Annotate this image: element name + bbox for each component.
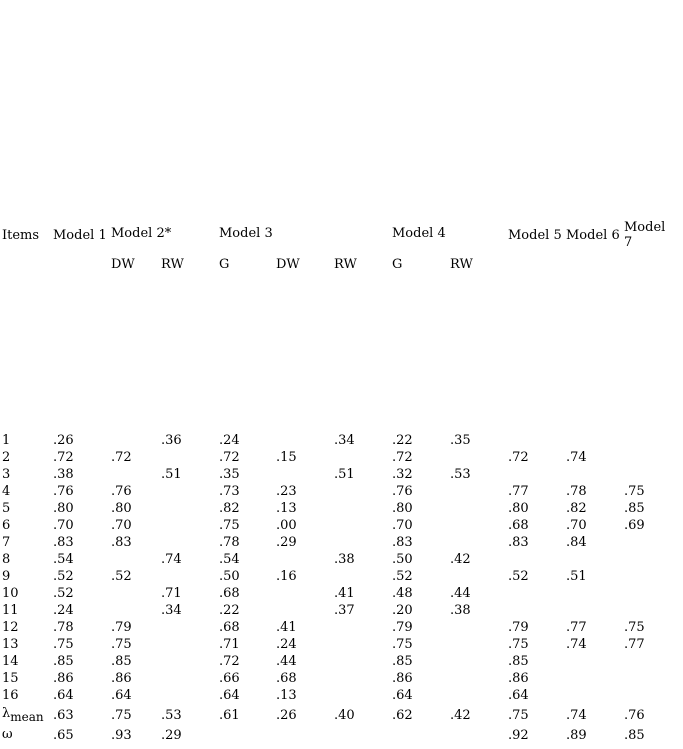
cell-m2rw: .34 [161,603,182,618]
cell-m3rw: .41 [334,586,355,601]
subheader-m3-g: G [219,257,230,272]
cell-m3g: .68 [219,620,240,635]
cell-m3dw: .13 [276,688,297,703]
cell-m3g: .72 [219,450,240,465]
subheader-m4-rw: RW [450,257,473,272]
row-item-label: 12 [2,620,19,635]
cell-m3dw: .16 [276,569,297,584]
cell-m1: .72 [53,450,74,465]
cell-m4rw: .44 [450,586,471,601]
cell-m4rw: .42 [450,552,471,567]
cell-m6: .51 [566,569,587,584]
cell-m6: .78 [566,484,587,499]
lambda-cell-m4rw: .42 [450,708,471,723]
cell-m6: .77 [566,620,587,635]
row-item-label: 9 [2,569,11,584]
cell-m3g: .71 [219,637,240,652]
cell-m1: .64 [53,688,74,703]
lambda-cell-m6: .74 [566,708,587,723]
cell-m3dw: .41 [276,620,297,635]
row-item-label: 16 [2,688,19,703]
cell-m1: .52 [53,569,74,584]
cell-m7: .69 [624,518,645,533]
cell-m4rw: .38 [450,603,471,618]
omega-cell-m7: .85 [624,728,645,743]
row-item-label: 11 [2,603,19,618]
cell-m2dw: .86 [111,671,132,686]
cell-m1: .70 [53,518,74,533]
cell-m3g: .22 [219,603,240,618]
cell-m4rw: .53 [450,467,471,482]
row-item-label: 5 [2,501,11,516]
cell-m1: .76 [53,484,74,499]
cell-m3g: .35 [219,467,240,482]
cell-m3rw: .51 [334,467,355,482]
cell-m5: .86 [508,671,529,686]
cell-m1: .85 [53,654,74,669]
cell-m3g: .73 [219,484,240,499]
cell-m3dw: .29 [276,535,297,550]
lambda-cell-m4g: .62 [392,708,413,723]
cell-m2dw: .79 [111,620,132,635]
cell-m3dw: .00 [276,518,297,533]
cell-m5: .77 [508,484,529,499]
lambda-cell-m3dw: .26 [276,708,297,723]
cell-m4g: .76 [392,484,413,499]
lambda-cell-m2rw: .53 [161,708,182,723]
omega-cell-m2rw: .29 [161,728,182,743]
cell-m2dw: .75 [111,637,132,652]
cell-m6: .84 [566,535,587,550]
cell-m2rw: .71 [161,586,182,601]
lambda-cell-m7: .76 [624,708,645,723]
lambda-mean-label [2,706,44,724]
cell-m3g: .72 [219,654,240,669]
row-item-label: 8 [2,552,11,567]
header-model-4: Model 4 [392,226,446,241]
header-model-1: Model 1 [53,228,107,243]
cell-m3g: .75 [219,518,240,533]
cell-m3dw: .13 [276,501,297,516]
cell-m4g: .83 [392,535,413,550]
cell-m3rw: .38 [334,552,355,567]
cell-m4g: .86 [392,671,413,686]
omega-cell-m2dw: .93 [111,728,132,743]
cell-m4g: .80 [392,501,413,516]
header-model-5: Model 5 [508,228,562,243]
cell-m3dw: .68 [276,671,297,686]
cell-m5: .52 [508,569,529,584]
header-items: Items [2,228,40,243]
cell-m4g: .79 [392,620,413,635]
cell-m5: .85 [508,654,529,669]
cell-m2dw: .72 [111,450,132,465]
cell-m1: .38 [53,467,74,482]
cell-m7: .77 [624,637,645,652]
subheader-m3-dw: DW [276,257,300,272]
cell-m2dw: .83 [111,535,132,550]
row-item-label: 4 [2,484,11,499]
header-model-6: Model 6 [566,228,620,243]
row-item-label: 14 [2,654,19,669]
cell-m3g: .50 [219,569,240,584]
cell-m3rw: .34 [334,433,355,448]
cell-m2rw: .51 [161,467,182,482]
omega-cell-m6: .89 [566,728,587,743]
cell-m2rw: .74 [161,552,182,567]
subheader-m2-rw: RW [161,257,184,272]
cell-m3rw: .37 [334,603,355,618]
cell-m5: .72 [508,450,529,465]
row-item-label: 7 [2,535,11,550]
cell-m5: .64 [508,688,529,703]
lambda-cell-m2dw: .75 [111,708,132,723]
cell-m4g: .85 [392,654,413,669]
cell-m7: .85 [624,501,645,516]
cell-m6: .82 [566,501,587,516]
lambda-cell-m3rw: .40 [334,708,355,723]
omega-cell-m1: .65 [53,728,74,743]
cell-m4g: .72 [392,450,413,465]
cell-m2dw: .70 [111,518,132,533]
cell-m4g: .70 [392,518,413,533]
header-model-3: Model 3 [219,226,273,241]
cell-m4g: .50 [392,552,413,567]
header-model-7: Model 7 [624,220,666,250]
cell-m5: .75 [508,637,529,652]
cell-m2dw: .76 [111,484,132,499]
cell-m2dw: .85 [111,654,132,669]
row-item-label: 13 [2,637,19,652]
cell-m3dw: .44 [276,654,297,669]
lambda-subscript: mean [10,710,44,724]
cell-m3g: .68 [219,586,240,601]
cell-m3g: .78 [219,535,240,550]
cell-m6: .74 [566,637,587,652]
cell-m5: .80 [508,501,529,516]
row-item-label: 1 [2,433,11,448]
cell-m2dw: .80 [111,501,132,516]
cell-m7: .75 [624,484,645,499]
cell-m5: .83 [508,535,529,550]
cell-m1: .80 [53,501,74,516]
row-item-label: 15 [2,671,19,686]
cell-m6: .70 [566,518,587,533]
cell-m1: .26 [53,433,74,448]
cell-m7: .75 [624,620,645,635]
cell-m2dw: .64 [111,688,132,703]
row-item-label: 10 [2,586,19,601]
cell-m1: .83 [53,535,74,550]
cell-m1: .52 [53,586,74,601]
cell-m4g: .32 [392,467,413,482]
cell-m3g: .82 [219,501,240,516]
cell-m4rw: .35 [450,433,471,448]
cell-m4g: .75 [392,637,413,652]
subheader-m2-dw: DW [111,257,135,272]
cell-m3dw: .23 [276,484,297,499]
cell-m1: .24 [53,603,74,618]
header-model-2: Model 2* [111,226,172,241]
cell-m5: .68 [508,518,529,533]
cell-m4g: .20 [392,603,413,618]
row-item-label: 2 [2,450,11,465]
cell-m3dw: .24 [276,637,297,652]
lambda-cell-m3g: .61 [219,708,240,723]
cell-m4g: .22 [392,433,413,448]
cell-m3g: .66 [219,671,240,686]
cell-m1: .78 [53,620,74,635]
cell-m4g: .52 [392,569,413,584]
cell-m1: .54 [53,552,74,567]
lambda-cell-m1: .63 [53,708,74,723]
cell-m1: .86 [53,671,74,686]
subheader-m4-g: G [392,257,403,272]
row-item-label: 3 [2,467,11,482]
cell-m4g: .64 [392,688,413,703]
cell-m3g: .54 [219,552,240,567]
cell-m6: .74 [566,450,587,465]
cell-m4g: .48 [392,586,413,601]
cell-m2rw: .36 [161,433,182,448]
cell-m3g: .24 [219,433,240,448]
subheader-m3-rw: RW [334,257,357,272]
lambda-symbol: λ [2,706,11,721]
cell-m3dw: .15 [276,450,297,465]
omega-cell-m5: .92 [508,728,529,743]
omega-label: ω [2,727,13,742]
row-item-label: 6 [2,518,11,533]
lambda-cell-m5: .75 [508,708,529,723]
cell-m3g: .64 [219,688,240,703]
cell-m2dw: .52 [111,569,132,584]
cell-m5: .79 [508,620,529,635]
cell-m1: .75 [53,637,74,652]
